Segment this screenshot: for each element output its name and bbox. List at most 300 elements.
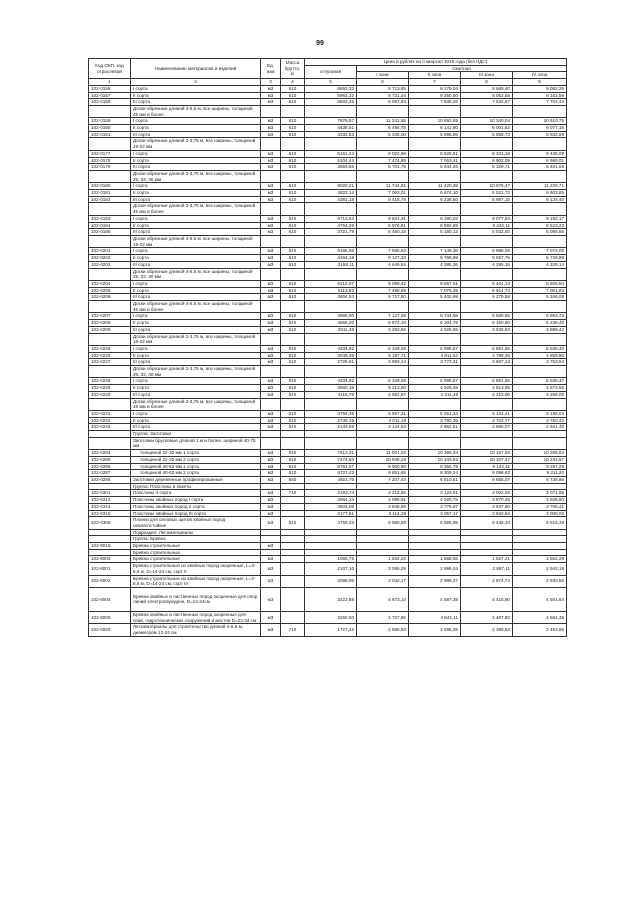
release-price-cell: 6213,07 (305, 280, 357, 287)
zone-3-price-cell: 8 401,13 (461, 280, 513, 287)
zone-3-price-cell: 3 637,80 (461, 503, 513, 510)
release-price-cell: 6713,54 (305, 215, 357, 222)
release-price-cell: 4823,14 (305, 190, 357, 197)
zone-1-price-cell: 4 095,91 (357, 497, 409, 504)
release-price-cell: 5104,44 (305, 157, 357, 164)
zone-1-price-cell: 4 649,64 (357, 261, 409, 268)
code-cell: 102-0314 (89, 503, 131, 510)
zone-4-price-cell: 8 163,59 (513, 92, 567, 99)
code-cell: 102-0301 (89, 490, 131, 497)
zone-2-price-cell: 10 395,34 (409, 450, 461, 457)
empty-cell (461, 437, 513, 449)
zone-4-price-cell: 4 266,05 (513, 391, 567, 398)
table-row (89, 477, 567, 484)
release-price-cell: 2177,61 (305, 510, 357, 517)
zone-4-price-cell: 4 554,35 (513, 611, 567, 623)
zone-2-price-cell: 9 290,02 (409, 215, 461, 222)
zone-3-price-cell: 4 213,00 (461, 391, 513, 398)
mass-cell: 610 (281, 118, 305, 125)
section-header-row (89, 398, 567, 410)
table-row (89, 150, 567, 157)
empty-cell (281, 398, 305, 410)
zone-3-price-cell: 5 131,41 (461, 410, 513, 417)
release-price-cell: 7876,57 (305, 118, 357, 125)
empty-cell (409, 333, 461, 345)
zone-3-price-cell: 9 077,84 (461, 215, 513, 222)
zone-1-price-cell: 3 993,14 (357, 359, 409, 366)
header-zone-2: II зона (409, 72, 461, 79)
section-title: Группа: Бревна (131, 536, 261, 543)
zone-2-price-cell: 8 525,91 (409, 150, 461, 157)
section-header-row (89, 483, 567, 490)
release-price-cell: 4332,83 (305, 131, 357, 138)
zone-3-price-cell: 2 874,72 (461, 575, 513, 587)
empty-cell (357, 235, 409, 247)
mass-cell: 610 (281, 222, 305, 229)
code-cell (89, 301, 131, 313)
zone-1-price-cell: 6 345,00 (357, 131, 409, 138)
code-cell: 102-0184 (89, 222, 131, 229)
empty-cell (513, 483, 567, 490)
table-row (89, 463, 567, 470)
zone-4-price-cell: 3 945,60 (513, 497, 567, 504)
empty-cell (461, 301, 513, 313)
zone-2-price-cell: 4 926,48 (409, 385, 461, 392)
zone-4-price-cell: 5 095,86 (513, 229, 567, 236)
zone-1-price-cell: 5 450,18 (357, 229, 409, 236)
release-price-cell: 2107,10 (305, 563, 357, 575)
table-row (89, 125, 567, 132)
section-header-row (89, 268, 567, 280)
code-cell: 102-0229 (89, 385, 131, 392)
mass-cell: 610 (281, 248, 305, 255)
section-title: Заготовки брусковые длиной 1 м и более, шириной 40-75 мм (131, 437, 261, 449)
zone-4-price-cell: 2 930,55 (513, 575, 567, 587)
empty-cell (513, 536, 567, 543)
empty-cell (281, 536, 305, 543)
unit-cell: м3 (261, 543, 281, 550)
mass-cell: 610 (281, 359, 305, 366)
zone-1-price-cell: 9 831,31 (357, 215, 409, 222)
zone-1-price-cell: 6 127,33 (357, 255, 409, 262)
zone-2-price-cell: 3 123,61 (409, 490, 461, 497)
unit-cell: м3 (261, 352, 281, 359)
zone-4-price-cell: 6 523,23 (513, 222, 567, 229)
unit-cell: м3 (261, 587, 281, 611)
release-price-cell: 4164,19 (305, 255, 357, 262)
section-title: Доски обрезные длиной 4-6,5 м, все ширины, толщиной 19-22 мм (131, 235, 261, 247)
unit-cell: м3 (261, 575, 281, 587)
section-title: Подраздел: Лесоматериалы (131, 529, 261, 536)
release-price-cell: 5962,32 (305, 92, 357, 99)
column-number-row (89, 79, 567, 86)
zone-2-price-cell: 2 986,37 (409, 575, 461, 587)
empty-cell (357, 333, 409, 345)
zone-4-price-cell: 7 001,83 (513, 287, 567, 294)
zone-4-price-cell: 5 728,98 (513, 255, 567, 262)
zone-2-price-cell: 7 835,26 (409, 99, 461, 106)
name-cell: толщиной 40-63 мм 2 сорта (131, 470, 261, 477)
empty-cell (357, 431, 409, 438)
empty-cell (409, 138, 461, 150)
mass-cell (281, 563, 305, 575)
section-title: Доски обрезные длиной 4-6,5 м, все ширины, толщиной 45 мм и более (131, 301, 261, 313)
empty-cell (281, 301, 305, 313)
zone-3-price-cell: 2 942,84 (461, 510, 513, 517)
mass-cell: 610 (281, 85, 305, 92)
empty-cell (281, 437, 305, 449)
code-cell: 102-0286 (89, 463, 131, 470)
empty-cell (409, 203, 461, 215)
name-cell: II сорта (131, 157, 261, 164)
empty-cell (409, 431, 461, 438)
unit-cell: м3 (261, 190, 281, 197)
table-row (89, 450, 567, 457)
release-price-cell: 4381,18 (305, 196, 357, 203)
code-cell: 102-0284 (89, 450, 131, 457)
zone-3-price-cell: 3 002,93 (461, 490, 513, 497)
zone-4-price-cell: 6 989,01 (513, 157, 567, 164)
mass-cell (281, 575, 305, 587)
unit-cell: м3 (261, 320, 281, 327)
zone-4-price-cell: 9 082,26 (513, 85, 567, 92)
unit-cell: м3 (261, 470, 281, 477)
zone-1-price-cell: 9 851,65 (357, 470, 409, 477)
empty-cell (357, 203, 409, 215)
zone-3-price-cell: 4 799,36 (461, 352, 513, 359)
zone-3-price-cell: 2 398,64 (461, 624, 513, 636)
zone-3-price-cell: 4 467,60 (461, 611, 513, 623)
zone-2-price-cell: 11 420,38 (409, 183, 461, 190)
release-price-cell: 3158,11 (305, 261, 357, 268)
release-price-cell: 3794,35 (305, 410, 357, 417)
empty-cell (281, 235, 305, 247)
zone-3-price-cell: 5 657,75 (461, 255, 513, 262)
release-price-cell: 4438,51 (305, 125, 357, 132)
name-cell: Пластины хвойных пород II сорта (131, 503, 261, 510)
table-row (89, 470, 567, 477)
unit-cell: м3 (261, 417, 281, 424)
zone-2-price-cell: 6 238,56 (409, 196, 461, 203)
code-cell (89, 170, 131, 182)
zone-2-price-cell: 3 790,35 (409, 417, 461, 424)
unit-cell: м3 (261, 510, 281, 517)
zone-1-price-cell: 9 098,42 (357, 280, 409, 287)
code-cell: 102-0285 (89, 456, 131, 463)
zone-4-price-cell: 8 506,94 (513, 280, 567, 287)
zone-4-price-cell: 6 515,49 (513, 517, 567, 529)
code-cell: 102-0313 (89, 497, 131, 504)
unit-cell: м3 (261, 248, 281, 255)
zone-4-price-cell (513, 543, 567, 550)
zone-2-price-cell: 5 998,57 (409, 378, 461, 385)
table-row (89, 190, 567, 197)
unit-cell: м3 (261, 280, 281, 287)
code-cell: 102-0207 (89, 313, 131, 320)
name-cell: III сорта (131, 99, 261, 106)
zone-3-price-cell: 8 669,40 (461, 85, 513, 92)
name-cell: III сорта (131, 391, 261, 398)
zone-4-price-cell: 4 339,14 (513, 261, 567, 268)
name-cell: I сорта (131, 378, 261, 385)
zone-1-price-cell: 10 946,29 (357, 456, 409, 463)
empty-cell (357, 536, 409, 543)
unit-cell: м3 (261, 261, 281, 268)
name-cell: Бревна строительные из хвойных пород окоренные, L=3-6,5 м, D=14-24 см, сорт II (131, 563, 261, 575)
column-number: 7 (409, 79, 461, 86)
code-cell: 102-0156 (89, 85, 131, 92)
zone-3-price-cell: 10 978,47 (461, 183, 513, 190)
empty-cell (461, 105, 513, 117)
zone-2-price-cell: 5 644,25 (409, 164, 461, 171)
unit-cell: м3 (261, 118, 281, 125)
zone-2-price-cell: 6 304,79 (409, 320, 461, 327)
mass-cell (281, 543, 305, 550)
zone-3-price-cell: 6 655,07 (461, 477, 513, 484)
zone-4-price-cell: 11 229,71 (513, 183, 567, 190)
zone-4-price-cell: 3 000,00 (513, 510, 567, 517)
zone-3-price-cell: 3 687,13 (461, 359, 513, 366)
mass-cell: 610 (281, 517, 305, 529)
empty-cell (357, 366, 409, 378)
zone-4-price-cell: 3 753,54 (513, 359, 567, 366)
empty-cell (261, 138, 281, 150)
zone-1-price-cell: 1 634,22 (357, 556, 409, 563)
zone-4-price-cell: 7 704,44 (513, 99, 567, 106)
table-row (89, 196, 567, 203)
table-row (89, 490, 567, 497)
zone-2-price-cell: 8 250,50 (409, 92, 461, 99)
empty-cell (357, 105, 409, 117)
release-price-cell: 6161,24 (305, 150, 357, 157)
empty-cell (305, 301, 357, 313)
zone-1-price-cell: 3 042,17 (357, 575, 409, 587)
unit-cell: м3 (261, 456, 281, 463)
code-cell: 102-0203 (89, 261, 131, 268)
name-cell: I сорта (131, 118, 261, 125)
header-estimate-price: Сметная (357, 65, 567, 72)
header-release-price: отпускная (305, 65, 357, 78)
empty-cell (261, 398, 281, 410)
zone-4-price-cell: 5 346,08 (513, 294, 567, 301)
zone-4-price-cell: 4 874,56 (513, 385, 567, 392)
empty-cell (513, 549, 567, 556)
empty-cell (305, 549, 357, 556)
code-cell: 102-0288 (89, 477, 131, 484)
release-price-cell: 5502,45 (305, 99, 357, 106)
header-zone-4: IV зона (513, 72, 567, 79)
table-row (89, 456, 567, 463)
release-price-cell: 6727,43 (305, 470, 357, 477)
empty-cell (409, 549, 461, 556)
empty-cell (261, 529, 281, 536)
zone-3-price-cell: 8 331,18 (461, 150, 513, 157)
empty-cell (305, 138, 357, 150)
mass-cell: 610 (281, 320, 305, 327)
empty-cell (513, 235, 567, 247)
zone-3-price-cell: 4 813,95 (461, 385, 513, 392)
name-cell: I сорта (131, 183, 261, 190)
empty-cell (357, 483, 409, 490)
zone-3-price-cell: 4 415,90 (461, 587, 513, 611)
unit-cell: м3 (261, 497, 281, 504)
zone-3-price-cell: 6 986,08 (461, 248, 513, 255)
zone-4-price-cell: 5 935,40 (513, 345, 567, 352)
unit-cell: м3 (261, 556, 281, 563)
header-mass: Масса брутто, кг (281, 59, 305, 79)
mass-cell (281, 556, 305, 563)
empty-cell (261, 536, 281, 543)
zone-1-price-cell: 6 969,58 (357, 517, 409, 529)
zone-2-price-cell: 6 734,68 (409, 313, 461, 320)
table-row (89, 359, 567, 366)
mass-cell: 610 (281, 313, 305, 320)
section-title: Доски обрезные длиной 2-3,75 м, все ширины, толщиной 19-22 мм (131, 138, 261, 150)
section-header-row (89, 105, 567, 117)
zone-3-price-cell: 6 160,80 (461, 320, 513, 327)
empty-cell (409, 437, 461, 449)
section-title: Доски обрезные длиной 4-6,5 м, все ширины, толщиной 25, 32, 40 мм (131, 268, 261, 280)
code-cell: 102-0202 (89, 255, 131, 262)
header-code: Код ОКП, код отраслевой (89, 59, 131, 79)
name-cell: II сорта (131, 222, 261, 229)
zone-3-price-cell: 4 285,15 (461, 261, 513, 268)
zone-4-price-cell: 6 134,40 (513, 196, 567, 203)
zone-3-price-cell: 10 157,90 (461, 450, 513, 457)
empty-cell (513, 170, 567, 182)
zone-1-price-cell: 5 197,71 (357, 352, 409, 359)
unit-cell: м3 (261, 150, 281, 157)
empty-cell (305, 431, 357, 438)
unit-cell: м3 (261, 125, 281, 132)
release-price-cell: 4334,92 (305, 345, 357, 352)
empty-cell (357, 549, 409, 556)
release-price-cell: 5113,83 (305, 287, 357, 294)
name-cell: Планки для силовых щитов хвойных пород невлагостойкие (131, 517, 261, 529)
empty-cell (409, 235, 461, 247)
name-cell: II сорта (131, 352, 261, 359)
release-price-cell: 7474,93 (305, 456, 357, 463)
table-body (89, 85, 567, 636)
code-cell: 102-0208 (89, 320, 131, 327)
zone-1-price-cell: 4 727,86 (357, 611, 409, 623)
table-row (89, 385, 567, 392)
release-price-cell: 2911,46 (305, 326, 357, 333)
name-cell: Лесоматериалы для строительства длиной 4-6,5 м, диаметром 12-24 см (131, 624, 261, 636)
name-cell: I сорта (131, 345, 261, 352)
empty-cell (305, 170, 357, 182)
table-row (89, 92, 567, 99)
zone-1-price-cell: 3 114,29 (357, 510, 409, 517)
zone-2-price-cell: 4 385,36 (409, 261, 461, 268)
zone-4-price-cell: 2 453,95 (513, 624, 567, 636)
mass-cell: 610 (281, 456, 305, 463)
code-cell: 102-0306 (89, 517, 131, 529)
code-cell (89, 483, 131, 490)
header-price-group: Цена в рублях на II квартал 2016 года (без НДС) (305, 59, 567, 66)
mass-cell: 610 (281, 326, 305, 333)
zone-4-price-cell: 2 943,19 (513, 563, 567, 575)
header-unit: Ед. изм (261, 59, 281, 79)
zone-2-price-cell: 3 773,31 (409, 359, 461, 366)
release-price-cell: 4921,75 (305, 477, 357, 484)
release-price-cell: 2133,65 (305, 424, 357, 431)
zone-4-price-cell: 6 663,73 (513, 313, 567, 320)
zone-2-price-cell: 6 810,61 (409, 477, 461, 484)
unit-cell: м3 (261, 624, 281, 636)
code-cell: 102-0183 (89, 215, 131, 222)
mass-cell: 610 (281, 150, 305, 157)
unit-cell: м3 (261, 424, 281, 431)
unit-cell: м3 (261, 490, 281, 497)
section-title: Доски обрезные длиной 2-3,75 м, все ширины, толщиной 25, 32, 40 мм (131, 170, 261, 182)
name-cell: I сорта (131, 313, 261, 320)
release-price-cell: 3560,18 (305, 385, 357, 392)
zone-4-price-cell: 5 935,37 (513, 378, 567, 385)
unit-cell: м3 (261, 450, 281, 457)
zone-3-price-cell: 5 279,58 (461, 294, 513, 301)
empty-cell (513, 398, 567, 410)
empty-cell (461, 268, 513, 280)
mass-cell: 610 (281, 345, 305, 352)
code-cell (89, 203, 131, 215)
empty-cell (305, 366, 357, 378)
unit-cell: м3 (261, 326, 281, 333)
zone-3-price-cell: 5 858,73 (461, 131, 513, 138)
empty-cell (513, 105, 567, 117)
code-cell: 102-8003 (89, 556, 131, 563)
column-number: 2 (131, 79, 261, 86)
empty-cell (281, 529, 305, 536)
code-cell: 102-0233 (89, 424, 131, 431)
section-title: Доски обрезные длиной 2-3,75 м, все ширины, толщиной 25, 32, 40 мм (131, 366, 261, 378)
release-price-cell: 2864,24 (305, 497, 357, 504)
table-row (89, 417, 567, 424)
table-row (89, 157, 567, 164)
section-title: Доски обрезные длиной 4-6,5 м, все ширины, толщиной 45 мм и более (131, 105, 261, 117)
code-cell: 102-0287 (89, 470, 131, 477)
code-cell: 102-8001 (89, 563, 131, 575)
zone-4-price-cell: 3 071,65 (513, 490, 567, 497)
code-cell: 102-0158 (89, 99, 131, 106)
header-name: Наименование материалов и изделий (131, 59, 261, 79)
empty-cell (305, 483, 357, 490)
empty-cell (513, 138, 567, 150)
code-cell: 102-0020 (89, 624, 131, 636)
empty-cell (461, 170, 513, 182)
zone-3-price-cell: 6 902,09 (461, 157, 513, 164)
empty-cell (305, 268, 357, 280)
empty-cell (281, 431, 305, 438)
section-header-row (89, 549, 567, 556)
zone-2-price-cell: 7 063,41 (409, 157, 461, 164)
zone-1-price-cell: 7 127,08 (357, 313, 409, 320)
zone-2-price-cell: 6 592,69 (409, 222, 461, 229)
empty-cell (261, 235, 281, 247)
empty-cell (281, 549, 305, 556)
zone-3-price-cell: 6 580,86 (461, 313, 513, 320)
empty-cell (461, 398, 513, 410)
zone-2-price-cell: 4 311,48 (409, 391, 461, 398)
page-number: 99 (316, 40, 324, 47)
table-row (89, 424, 567, 431)
code-cell: 102-0225 (89, 345, 131, 352)
zone-4-price-cell: 6 603,85 (513, 190, 567, 197)
zone-4-price-cell: 4 859,80 (513, 352, 567, 359)
empty-cell (513, 333, 567, 345)
unit-cell: м3 (261, 183, 281, 190)
code-cell (89, 529, 131, 536)
